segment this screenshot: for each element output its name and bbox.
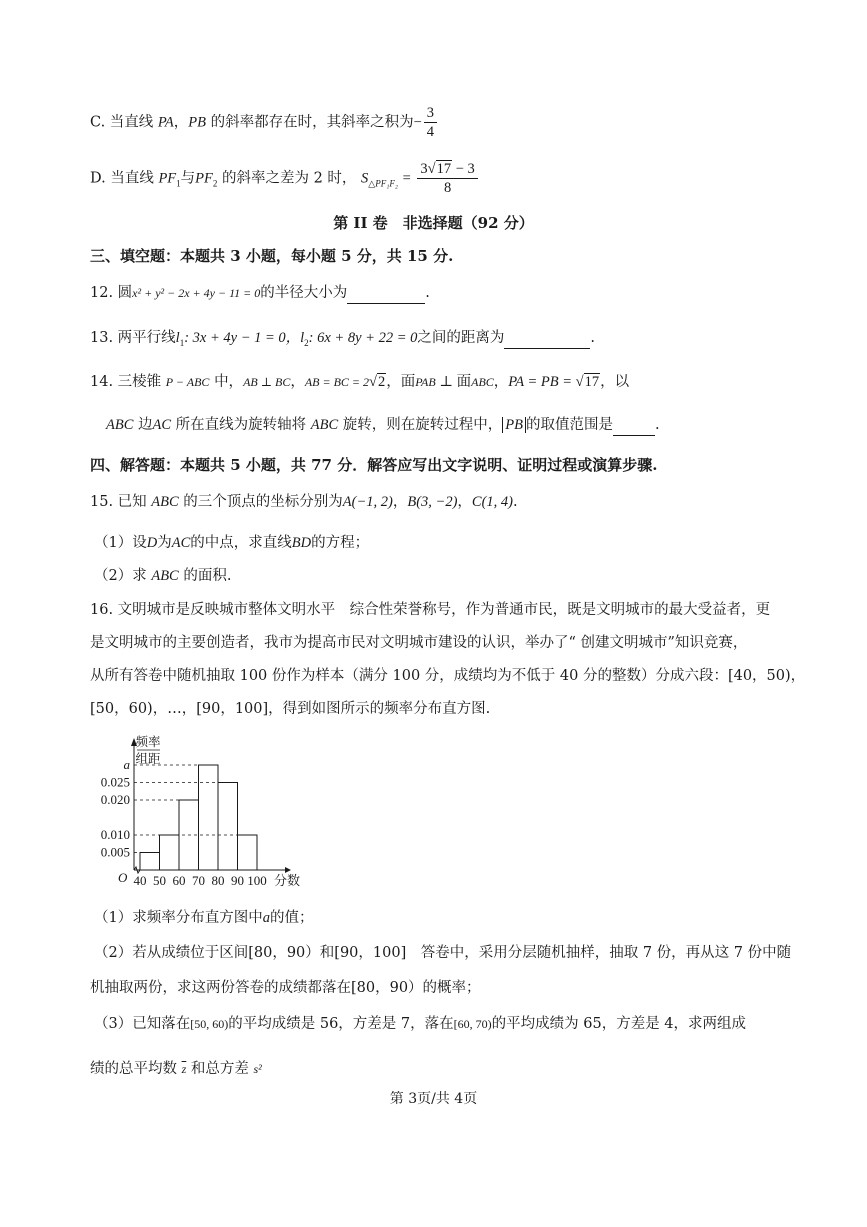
- question-16-part2: （2）若从成绩位于区间[80，90）和[90，100] 答卷中，采用分层随机抽样，抽取 7 份，再从这 7 份中随: [94, 945, 792, 961]
- y-tick-label: a: [123, 757, 130, 772]
- question-16-part3: （3）已知落在[50, 60)的平均成绩是 56，方差是 7，落在[60, 70)的平均成绩为 65，方差是 4，求两组成: [94, 1016, 747, 1032]
- frequency-histogram: [88, 732, 328, 896]
- fraction-3-4: $\frac{3}{4}$: [424, 104, 437, 141]
- x-tick-label: 70: [192, 873, 205, 888]
- histogram-bar: [218, 783, 238, 871]
- question-14: 14. 三棱锥 P − ABC 中，AB ⊥ BC，AB = BC = 2√2，面PAB ⊥ 面ABC，PA = PB = √17，以: [90, 374, 630, 390]
- histogram-bar: [199, 765, 219, 870]
- question-16-line3: 从所有答卷中随机抽取 100 份作为样本（满分 100 分，成绩均为不低于 40 分的整数）分成六段：[40，50)，: [90, 668, 806, 684]
- section3-title: 三、填空题：本题共 3 小题，每小题 5 分，共 15 分.: [90, 247, 454, 265]
- x-tick-label: 60: [172, 873, 186, 888]
- x-tick-label: 50: [153, 873, 166, 888]
- question-15-part1: （1）设D为AC的中点，求直线BD的方程；: [94, 535, 370, 551]
- answer-blank: [347, 283, 425, 304]
- section4-title: 四、解答题：本题共 5 小题，共 77 分．解答应写出文字说明、证明过程或演算步骤.: [90, 456, 658, 474]
- question-13: 13. 两平行线$l_1$: 3x + 4y − 1 = 0，$l_2$: 6x + 8y + 22 = 0之间的距离为 .: [90, 330, 595, 348]
- question-16: 16. 文明城市是反映城市整体文明水平 综合性荣誉称号，作为普通市民，既是文明城市的最大受益者，更: [90, 602, 771, 618]
- question-16-line2: 是文明城市的主要创造者，我市为提高市民对文明城市建设的认识，举办了“ 创建文明城市”知识竞赛，: [90, 635, 748, 651]
- y-tick-label: 0.025: [100, 774, 130, 790]
- y-tick-label: 0.010: [100, 827, 130, 842]
- question-16-part3-line2: 绩的总平均数 $\overline{z}$ 和总方差 s²: [90, 1061, 262, 1077]
- question-12: 12. 圆x² + y² − 2x + 4y − 11 = 0的半径大小为 .: [90, 283, 430, 304]
- page-footer: 第 3页/共 4页: [389, 1091, 478, 1107]
- question-16-line4: [50，60)，…，[90，100]，得到如图所示的频率分布直方图.: [90, 701, 491, 717]
- histogram-bar: [238, 835, 258, 870]
- option-d: D. 当直线 $PF_1$与$PF_2$ 的斜率之差为 2 时， $S_{\triangle PF_1F_2}$ = $\frac{3√17 - 3}{8}$: [90, 160, 480, 197]
- origin-label: O: [118, 870, 128, 885]
- histogram-bar: [140, 853, 160, 871]
- question-16-part2-line2: 机抽取两份，求这两份答卷的成绩都落在[80，90）的概率；: [90, 980, 481, 996]
- x-tick-label: 80: [211, 873, 225, 888]
- question-15-part2: （2）求 ABC 的面积.: [94, 568, 232, 584]
- x-tick-label: 90: [231, 873, 244, 888]
- y-axis-label-denominator: 组距: [135, 752, 161, 766]
- y-tick-label: 0.020: [100, 792, 130, 807]
- histogram-bar: [160, 835, 180, 870]
- x-tick-label: 40: [133, 873, 147, 888]
- y-axis-label-numerator: 频率: [135, 735, 161, 749]
- answer-blank: [613, 415, 655, 436]
- option-c: C. 当直线 PA，PB 的斜率都存在时，其斜率之积为− $\frac{3}{4}$: [90, 104, 439, 141]
- fraction-area: $\frac{3√17 - 3}{8}$: [417, 160, 477, 197]
- option-c-label: C.: [90, 114, 106, 131]
- question-15: 15. 已知 ABC 的三个顶点的坐标分别为A(−1, 2)，B(3, −2)，C(1, 4).: [90, 494, 518, 510]
- part2-title: 第 II 卷 非选择题（92 分）: [333, 214, 534, 232]
- y-tick-label: 0.005: [100, 844, 130, 860]
- answer-blank: [504, 328, 590, 349]
- x-axis-label: 分数: [273, 873, 301, 888]
- question-14-line2: ABC 边AC 所在直线为旋转轴将 ABC 旋转，则在旋转过程中， PB 的取值范围是 .: [106, 415, 660, 436]
- question-16-part1: （1）求频率分布直方图中a的值；: [94, 910, 314, 926]
- x-tick-label: 100: [247, 873, 267, 888]
